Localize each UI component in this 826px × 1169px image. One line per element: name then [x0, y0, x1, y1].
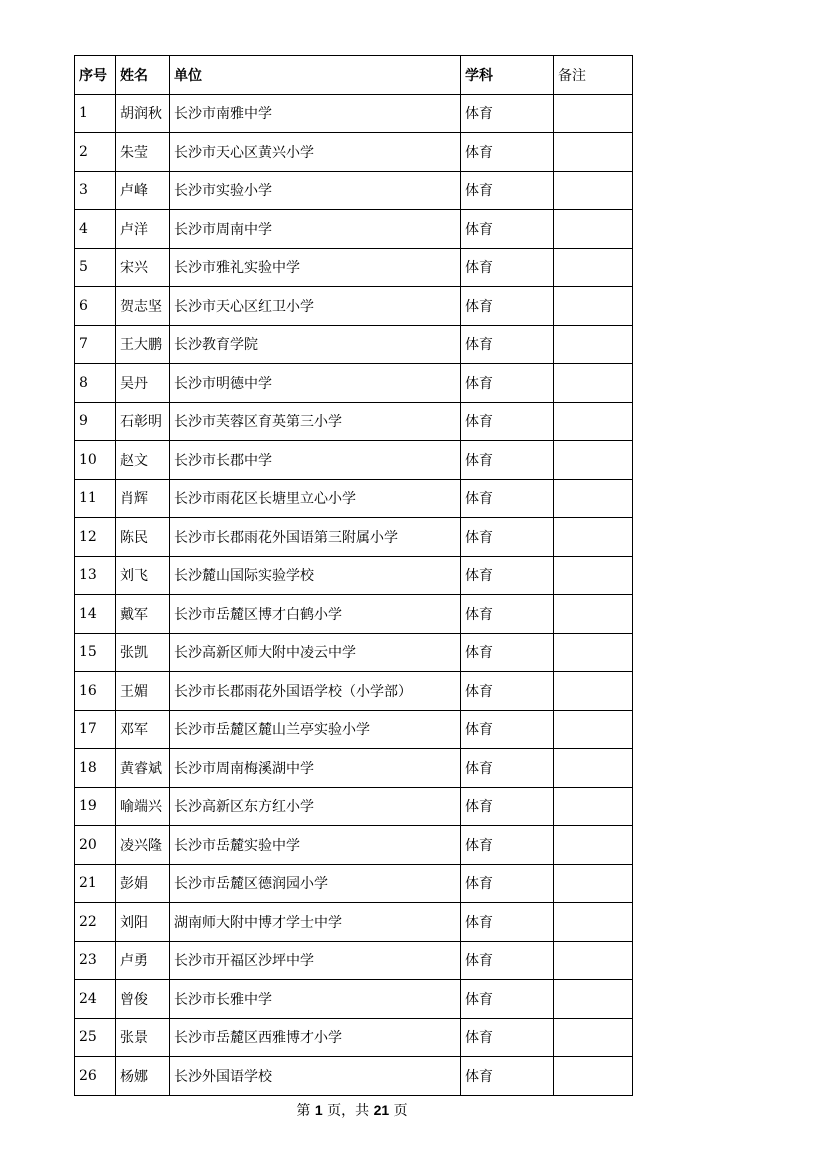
cell-unit: 长沙市实验小学	[170, 171, 461, 210]
table-row	[75, 1057, 633, 1096]
cell-remark	[554, 364, 633, 403]
cell-subject: 体育	[461, 903, 554, 942]
cell-subject: 体育	[461, 864, 554, 903]
cell-no: 23	[75, 941, 116, 980]
cell-remark	[554, 941, 633, 980]
cell-subject: 体育	[461, 826, 554, 865]
cell-remark	[554, 325, 633, 364]
table-row	[75, 864, 633, 903]
cell-name: 朱莹	[116, 133, 170, 172]
cell-unit: 长沙市周南中学	[170, 210, 461, 249]
cell-name: 张景	[116, 1018, 170, 1057]
cell-name: 戴军	[116, 595, 170, 634]
cell-subject: 体育	[461, 749, 554, 788]
table-row	[75, 287, 633, 326]
cell-remark	[554, 710, 633, 749]
cell-remark	[554, 672, 633, 711]
cell-no: 11	[75, 479, 116, 518]
cell-remark	[554, 903, 633, 942]
cell-no: 18	[75, 749, 116, 788]
table-row	[75, 479, 633, 518]
cell-remark	[554, 556, 633, 595]
cell-subject: 体育	[461, 1018, 554, 1057]
cell-unit: 长沙市明德中学	[170, 364, 461, 403]
cell-no: 24	[75, 980, 116, 1019]
cell-no: 5	[75, 248, 116, 287]
cell-subject: 体育	[461, 710, 554, 749]
footer-prefix: 第	[296, 1103, 315, 1119]
cell-name: 卢勇	[116, 941, 170, 980]
cell-no: 17	[75, 710, 116, 749]
cell-unit: 长沙市长郡中学	[170, 441, 461, 480]
cell-no: 6	[75, 287, 116, 326]
cell-no: 13	[75, 556, 116, 595]
header-unit: 单位	[170, 56, 461, 95]
cell-remark	[554, 633, 633, 672]
cell-name: 贺志坚	[116, 287, 170, 326]
cell-remark	[554, 749, 633, 788]
cell-unit: 长沙市岳麓区西雅博才小学	[170, 1018, 461, 1057]
cell-no: 21	[75, 864, 116, 903]
cell-unit: 长沙教育学院	[170, 325, 461, 364]
cell-no: 7	[75, 325, 116, 364]
footer-middle: 页，共	[322, 1103, 374, 1119]
cell-no: 26	[75, 1057, 116, 1096]
table-row	[75, 133, 633, 172]
cell-subject: 体育	[461, 287, 554, 326]
cell-subject: 体育	[461, 210, 554, 249]
table-row	[75, 518, 633, 557]
cell-subject: 体育	[461, 479, 554, 518]
cell-remark	[554, 1057, 633, 1096]
cell-unit: 长沙市雨花区长塘里立心小学	[170, 479, 461, 518]
table-row	[75, 402, 633, 441]
cell-subject: 体育	[461, 364, 554, 403]
table-row	[75, 787, 633, 826]
cell-unit: 长沙市周南梅溪湖中学	[170, 749, 461, 788]
table-row	[75, 441, 633, 480]
table-row	[75, 364, 633, 403]
cell-name: 曾俊	[116, 980, 170, 1019]
cell-remark	[554, 441, 633, 480]
table-row	[75, 980, 633, 1019]
cell-remark	[554, 133, 633, 172]
footer-total-pages: 21	[373, 1102, 390, 1118]
cell-unit: 长沙市岳麓区博才白鹤小学	[170, 595, 461, 634]
roster-table	[74, 55, 633, 1096]
footer-page-number: 1	[314, 1102, 323, 1118]
cell-unit: 长沙市天心区红卫小学	[170, 287, 461, 326]
cell-unit: 长沙外国语学校	[170, 1057, 461, 1096]
cell-name: 肖辉	[116, 479, 170, 518]
cell-name: 黄睿斌	[116, 749, 170, 788]
cell-subject: 体育	[461, 171, 554, 210]
cell-no: 2	[75, 133, 116, 172]
footer-suffix: 页	[389, 1103, 408, 1119]
cell-remark	[554, 1018, 633, 1057]
cell-no: 3	[75, 171, 116, 210]
table-row	[75, 595, 633, 634]
cell-name: 卢峰	[116, 171, 170, 210]
cell-subject: 体育	[461, 980, 554, 1019]
cell-name: 赵文	[116, 441, 170, 480]
header-remark: 备注	[554, 56, 633, 95]
cell-subject: 体育	[461, 133, 554, 172]
cell-unit: 长沙市芙蓉区育英第三小学	[170, 402, 461, 441]
table-body	[75, 94, 633, 1095]
header-subject: 学科	[461, 56, 554, 95]
header-no: 序号	[75, 56, 116, 95]
cell-remark	[554, 595, 633, 634]
cell-name: 喻端兴	[116, 787, 170, 826]
cell-name: 王大鹏	[116, 325, 170, 364]
table-row	[75, 941, 633, 980]
table-row	[75, 248, 633, 287]
cell-no: 14	[75, 595, 116, 634]
cell-remark	[554, 518, 633, 557]
cell-subject: 体育	[461, 248, 554, 287]
cell-name: 卢洋	[116, 210, 170, 249]
table-row	[75, 710, 633, 749]
cell-unit: 长沙市长雅中学	[170, 980, 461, 1019]
cell-name: 胡润秋	[116, 94, 170, 133]
cell-remark	[554, 210, 633, 249]
table-row	[75, 749, 633, 788]
cell-unit: 长沙市天心区黄兴小学	[170, 133, 461, 172]
cell-unit: 长沙市岳麓区德润园小学	[170, 864, 461, 903]
cell-name: 宋兴	[116, 248, 170, 287]
cell-remark	[554, 864, 633, 903]
cell-remark	[554, 287, 633, 326]
cell-unit: 长沙市南雅中学	[170, 94, 461, 133]
cell-name: 邓军	[116, 710, 170, 749]
cell-remark	[554, 980, 633, 1019]
cell-remark	[554, 171, 633, 210]
cell-name: 陈民	[116, 518, 170, 557]
table-row	[75, 171, 633, 210]
table-row	[75, 210, 633, 249]
table-row	[75, 1018, 633, 1057]
cell-no: 22	[75, 903, 116, 942]
cell-remark	[554, 402, 633, 441]
cell-subject: 体育	[461, 1057, 554, 1096]
page-footer	[0, 1100, 704, 1120]
cell-no: 4	[75, 210, 116, 249]
cell-subject: 体育	[461, 402, 554, 441]
cell-no: 10	[75, 441, 116, 480]
cell-name: 杨娜	[116, 1057, 170, 1096]
cell-unit: 长沙市岳麓区麓山兰亭实验小学	[170, 710, 461, 749]
cell-subject: 体育	[461, 595, 554, 634]
cell-unit: 长沙市岳麓实验中学	[170, 826, 461, 865]
cell-name: 王媚	[116, 672, 170, 711]
cell-name: 刘阳	[116, 903, 170, 942]
cell-unit: 长沙高新区师大附中凌云中学	[170, 633, 461, 672]
cell-subject: 体育	[461, 556, 554, 595]
cell-subject: 体育	[461, 633, 554, 672]
cell-unit: 长沙高新区东方红小学	[170, 787, 461, 826]
cell-name: 彭娟	[116, 864, 170, 903]
cell-unit: 长沙市长郡雨花外国语第三附属小学	[170, 518, 461, 557]
cell-unit: 长沙麓山国际实验学校	[170, 556, 461, 595]
cell-subject: 体育	[461, 441, 554, 480]
cell-unit: 长沙市长郡雨花外国语学校（小学部）	[170, 672, 461, 711]
table-row	[75, 672, 633, 711]
cell-no: 8	[75, 364, 116, 403]
cell-no: 19	[75, 787, 116, 826]
table-row	[75, 94, 633, 133]
cell-name: 刘飞	[116, 556, 170, 595]
cell-subject: 体育	[461, 325, 554, 364]
table-row	[75, 633, 633, 672]
table-row	[75, 903, 633, 942]
cell-remark	[554, 479, 633, 518]
table-header-row	[75, 56, 633, 95]
cell-no: 16	[75, 672, 116, 711]
cell-subject: 体育	[461, 94, 554, 133]
cell-name: 石彰明	[116, 402, 170, 441]
cell-subject: 体育	[461, 941, 554, 980]
cell-subject: 体育	[461, 787, 554, 826]
cell-unit: 长沙市开福区沙坪中学	[170, 941, 461, 980]
table-row	[75, 325, 633, 364]
cell-no: 20	[75, 826, 116, 865]
cell-no: 15	[75, 633, 116, 672]
cell-name: 凌兴隆	[116, 826, 170, 865]
header-name: 姓名	[116, 56, 170, 95]
cell-no: 9	[75, 402, 116, 441]
cell-name: 吴丹	[116, 364, 170, 403]
table-row	[75, 556, 633, 595]
cell-remark	[554, 94, 633, 133]
cell-no: 12	[75, 518, 116, 557]
cell-remark	[554, 248, 633, 287]
cell-no: 25	[75, 1018, 116, 1057]
cell-subject: 体育	[461, 518, 554, 557]
cell-remark	[554, 826, 633, 865]
cell-unit: 长沙市雅礼实验中学	[170, 248, 461, 287]
cell-name: 张凯	[116, 633, 170, 672]
cell-no: 1	[75, 94, 116, 133]
cell-subject: 体育	[461, 672, 554, 711]
table-row	[75, 826, 633, 865]
cell-unit: 湖南师大附中博才学士中学	[170, 903, 461, 942]
cell-remark	[554, 787, 633, 826]
